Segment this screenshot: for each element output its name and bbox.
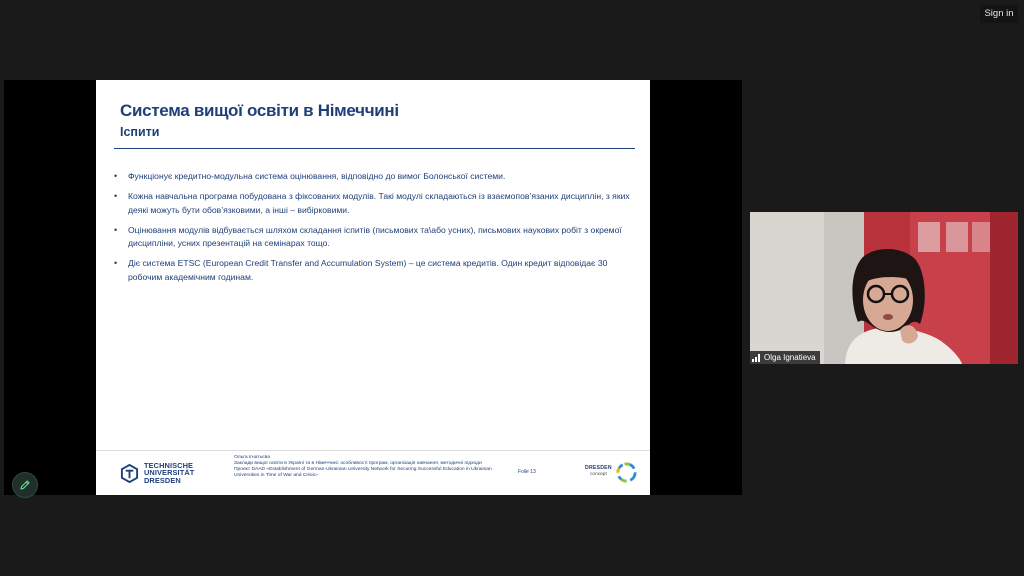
bullet-item: • Діє система ETSC (European Credit Transfer and Accumulation System) – це система кредитів. Один кредит відповідає 30 робочим академічним годинам. xyxy=(114,257,636,284)
footer-project: Проект DAAD «Establishment of German-Ukrainian University Network for Securing Successful Education in Ukrainian Universities in Time of War and Crisis» xyxy=(234,467,492,478)
participant-video-frame xyxy=(750,212,1018,364)
partner-name: DRESDEN xyxy=(585,465,612,471)
slide-page-number: Folie 13 xyxy=(518,469,536,475)
participant-video[interactable] xyxy=(750,212,1018,364)
footer-info xyxy=(234,455,504,479)
sign-in-button[interactable]: Sign in xyxy=(980,5,1018,23)
tu-line-1: TECHNISCHE xyxy=(144,461,194,470)
tu-dresden-logo xyxy=(120,462,194,484)
title-divider xyxy=(114,148,635,149)
bullet-item: • Кожна навчальна програма побудована з фіксованих модулів. Такі модулі складаються із взаємопов’язаних дисциплін, з яких деякі можуть бути обов’язковими, а інші – вибірковими. xyxy=(114,190,636,217)
bullet-item: • Оцінювання модулів відбувається шляхом складання іспитів (письмових та\або усних), письмових наукових робіт з окремої дисципліни, усних презентацій на семінарах тощо. xyxy=(114,224,636,251)
slide-subtitle: Іспити xyxy=(120,125,160,139)
bullet-item: • Функціонує кредитно-модульна система оцінювання, відповідно до вимог Болонської системи. xyxy=(114,170,636,184)
dresden-concept-ring-icon xyxy=(615,461,638,484)
slide-title: Система вищої освіти в Німеччині xyxy=(120,101,399,120)
tu-line-3: DRESDEN xyxy=(144,475,181,485)
pencil-icon xyxy=(19,479,31,491)
partner-sub: concept xyxy=(590,472,607,477)
tu-dresden-logo-icon xyxy=(120,464,139,483)
bullet-list xyxy=(114,170,636,291)
tu-dresden-wordmark xyxy=(144,462,194,484)
signal-bars-icon xyxy=(752,354,761,362)
tu-line-2: UNIVERSITÄT xyxy=(144,468,195,478)
footer-author: Ольга Ігнатьєва xyxy=(234,455,270,460)
presentation-slide xyxy=(96,80,650,495)
dresden-concept-logo xyxy=(585,461,639,485)
participant-name: Olga Ignatieva xyxy=(764,353,816,362)
footer-divider xyxy=(96,450,650,451)
edit-button[interactable] xyxy=(12,472,38,498)
footer-topic: Заклади вищої освіти в Україні та в Німеччині: особливості програм, організація навчання, методичні підходи xyxy=(234,461,482,466)
participant-name-label xyxy=(750,351,820,364)
